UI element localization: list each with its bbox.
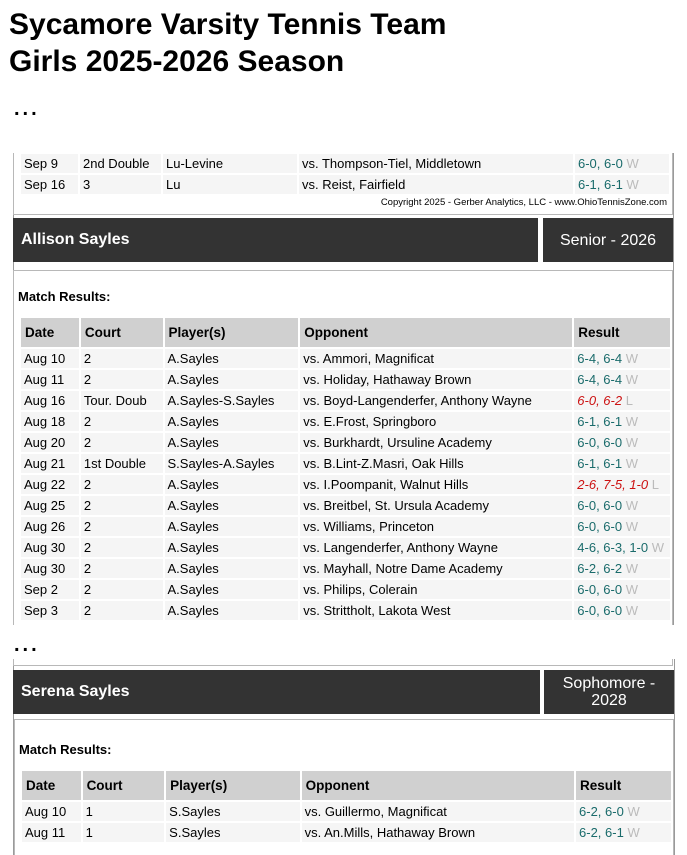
cell-result (574, 391, 670, 410)
result-score: 6-0, 6-0 (577, 582, 623, 597)
cell-result (574, 454, 670, 473)
cell-date: Aug 10 (21, 349, 79, 368)
cell-court: 2 (81, 370, 163, 389)
cell-players: A.Sayles (165, 433, 299, 452)
col-header-result: Result (574, 318, 670, 347)
cell-players: S.Sayles (166, 802, 299, 821)
table-row (22, 802, 671, 821)
cell-opponent: vs. Guillermo, Magnificat (302, 802, 574, 821)
cell-players: Lu-Levine (163, 154, 297, 173)
result-score: 6-1, 6-1 (578, 177, 623, 192)
cell-result (574, 475, 670, 494)
result-score: 6-1, 6-1 (577, 456, 623, 471)
cell-court: 2 (81, 433, 163, 452)
col-header-opponent: Opponent (302, 771, 574, 800)
cell-result (575, 154, 669, 173)
result-outcome: W (625, 519, 639, 534)
previous-results-box-bottom (13, 659, 673, 666)
cell-court: 2 (81, 412, 163, 431)
cell-players: A.Sayles (165, 370, 299, 389)
result-outcome: W (626, 177, 639, 192)
cell-result (574, 370, 670, 389)
table-row (21, 580, 670, 599)
table-header-row (21, 318, 670, 347)
ellipsis-middle: ... (14, 634, 40, 656)
result-outcome: W (625, 414, 639, 429)
cell-opponent: vs. Reist, Fairfield (299, 175, 573, 194)
cell-court: 2 (81, 349, 163, 368)
table-row (21, 559, 670, 578)
table-row (21, 517, 670, 536)
col-header-players: Player(s) (166, 771, 299, 800)
cell-date: Aug 26 (21, 517, 79, 536)
cell-opponent: vs. E.Frost, Springboro (300, 412, 572, 431)
result-outcome: W (625, 351, 639, 366)
result-score: 6-4, 6-4 (577, 372, 623, 387)
result-outcome: W (627, 804, 640, 819)
table-row (21, 412, 670, 431)
cell-result (574, 538, 670, 557)
cell-date: Aug 10 (22, 802, 81, 821)
table-row (21, 475, 670, 494)
copyright-text: Copyright 2025 - Gerber Analytics, LLC - www.OhioTennisZone.com (380, 197, 667, 208)
cell-players: A.Sayles (165, 559, 299, 578)
cell-court: 2 (81, 538, 163, 557)
result-score: 6-0, 6-0 (577, 603, 623, 618)
cell-court: 2 (81, 580, 163, 599)
result-outcome: W (625, 582, 639, 597)
cell-result (576, 823, 671, 842)
cell-date: Sep 16 (21, 175, 78, 194)
cell-result (574, 496, 670, 515)
table-row (21, 370, 670, 389)
frame-right-line (674, 659, 675, 855)
cell-opponent: vs. Williams, Princeton (300, 517, 572, 536)
result-score: 6-2, 6-1 (579, 825, 624, 840)
cell-date: Aug 11 (21, 370, 79, 389)
cell-opponent: vs. Strittholt, Lakota West (300, 601, 572, 620)
cell-opponent: vs. B.Lint-Z.Masri, Oak Hills (300, 454, 572, 473)
cell-result (575, 175, 669, 194)
cell-date: Aug 21 (21, 454, 79, 473)
result-score: 6-1, 6-1 (577, 414, 623, 429)
cell-date: Aug 25 (21, 496, 79, 515)
segment-top (0, 153, 687, 625)
col-header-result: Result (576, 771, 671, 800)
cell-date: Aug 30 (21, 559, 79, 578)
cell-result (574, 517, 670, 536)
cell-court: 2 (81, 475, 163, 494)
col-header-court: Court (81, 318, 163, 347)
cell-opponent: vs. Burkhardt, Ursuline Academy (300, 433, 572, 452)
cell-opponent: vs. Philips, Colerain (300, 580, 572, 599)
cell-court: 2 (81, 601, 163, 620)
cell-opponent: vs. Langenderfer, Anthony Wayne (300, 538, 572, 557)
cell-date: Aug 18 (21, 412, 79, 431)
result-score: 6-0, 6-0 (577, 519, 623, 534)
previous-results-table (19, 153, 671, 196)
cell-opponent: vs. Holiday, Hathaway Brown (300, 370, 572, 389)
table-row (21, 391, 670, 410)
match-results-box (13, 270, 673, 625)
cell-players: A.Sayles (165, 349, 299, 368)
title-line-2: Girls 2025-2026 Season (9, 45, 345, 78)
cell-players: A.Sayles (165, 601, 299, 620)
result-outcome: W (626, 156, 639, 171)
page-title (9, 6, 446, 80)
cell-players: S.Sayles-A.Sayles (165, 454, 299, 473)
title-line-1: Sycamore Varsity Tennis Team (9, 8, 447, 41)
result-score: 6-0, 6-0 (577, 498, 623, 513)
cell-opponent: vs. Mayhall, Notre Dame Academy (300, 559, 572, 578)
match-results-table (19, 316, 672, 622)
cell-players: A.Sayles (165, 538, 299, 557)
cell-date: Aug 16 (21, 391, 79, 410)
result-score: 6-0, 6-2 (577, 393, 623, 408)
cell-opponent: vs. I.Poompanit, Walnut Hills (300, 475, 572, 494)
player-name-bar: Serena Sayles (13, 670, 540, 714)
table-row (21, 538, 670, 557)
cell-players: S.Sayles (166, 823, 299, 842)
previous-results-box (13, 153, 673, 215)
ellipsis-top: ... (14, 98, 40, 120)
cell-court: 1st Double (81, 454, 163, 473)
result-outcome: W (625, 372, 639, 387)
result-outcome: W (625, 498, 639, 513)
result-outcome: W (627, 825, 640, 840)
result-outcome: L (651, 477, 659, 492)
table-header-row (22, 771, 671, 800)
result-outcome: W (625, 456, 639, 471)
cell-date: Aug 22 (21, 475, 79, 494)
col-header-court: Court (83, 771, 165, 800)
cell-players: A.Sayles (165, 412, 299, 431)
result-score: 6-2, 6-2 (577, 561, 623, 576)
result-score: 6-0, 6-0 (578, 156, 623, 171)
cell-date: Aug 30 (21, 538, 79, 557)
cell-opponent: vs. Thompson-Tiel, Middletown (299, 154, 573, 173)
result-score: 6-0, 6-0 (577, 435, 623, 450)
cell-result (574, 349, 670, 368)
match-results-box (14, 719, 674, 855)
result-score: 4-6, 6-3, 1-0 (577, 540, 649, 555)
match-results-label: Match Results: (19, 742, 112, 757)
cell-result (576, 802, 671, 821)
cell-players: A.Sayles (165, 475, 299, 494)
cell-date: Sep 9 (21, 154, 78, 173)
col-header-players: Player(s) (165, 318, 299, 347)
result-outcome: L (625, 393, 633, 408)
cell-result (574, 412, 670, 431)
cell-players: A.Sayles (165, 517, 299, 536)
cell-opponent: vs. Ammori, Magnificat (300, 349, 572, 368)
result-score: 2-6, 7-5, 1-0 (577, 477, 649, 492)
cell-court: 3 (80, 175, 161, 194)
player-name-bar: Allison Sayles (13, 218, 538, 262)
cell-players: A.Sayles (165, 580, 299, 599)
cell-players: A.Sayles (165, 496, 299, 515)
cell-opponent: vs. Boyd-Langenderfer, Anthony Wayne (300, 391, 572, 410)
match-results-label: Match Results: (18, 289, 111, 304)
cell-date: Aug 20 (21, 433, 79, 452)
cell-result (574, 433, 670, 452)
cell-court: 2 (81, 559, 163, 578)
cell-court: 2 (81, 496, 163, 515)
cell-court: 1 (83, 802, 165, 821)
result-outcome: W (651, 540, 665, 555)
result-outcome: W (625, 561, 639, 576)
result-score: 6-2, 6-0 (579, 804, 624, 819)
table-row (22, 823, 671, 842)
cell-date: Sep 3 (21, 601, 79, 620)
cell-opponent: vs. Breitbel, St. Ursula Academy (300, 496, 572, 515)
col-header-date: Date (21, 318, 79, 347)
table-row (21, 454, 670, 473)
cell-players: Lu (163, 175, 297, 194)
cell-court: 2 (81, 517, 163, 536)
cell-result (574, 580, 670, 599)
table-row (21, 349, 670, 368)
player-year-box: Sophomore - 2028 (544, 670, 674, 714)
table-row (21, 496, 670, 515)
result-score: 6-4, 6-4 (577, 351, 623, 366)
cell-date: Aug 11 (22, 823, 81, 842)
table-row (21, 154, 669, 173)
cell-opponent: vs. An.Mills, Hathaway Brown (302, 823, 574, 842)
player-year-box: Senior - 2026 (543, 218, 673, 262)
col-header-opponent: Opponent (300, 318, 572, 347)
cell-result (574, 559, 670, 578)
frame-right-line (673, 153, 674, 625)
cell-result (574, 601, 670, 620)
result-outcome: W (625, 435, 639, 450)
table-row (21, 175, 669, 194)
cell-date: Sep 2 (21, 580, 79, 599)
segment-bottom (0, 659, 687, 855)
cell-court: Tour. Doub (81, 391, 163, 410)
col-header-date: Date (22, 771, 81, 800)
cell-court: 2nd Double (80, 154, 161, 173)
match-results-table (20, 769, 673, 844)
table-row (21, 601, 670, 620)
result-outcome: W (625, 603, 639, 618)
cell-court: 1 (83, 823, 165, 842)
table-row (21, 433, 670, 452)
cell-players: A.Sayles-S.Sayles (165, 391, 299, 410)
